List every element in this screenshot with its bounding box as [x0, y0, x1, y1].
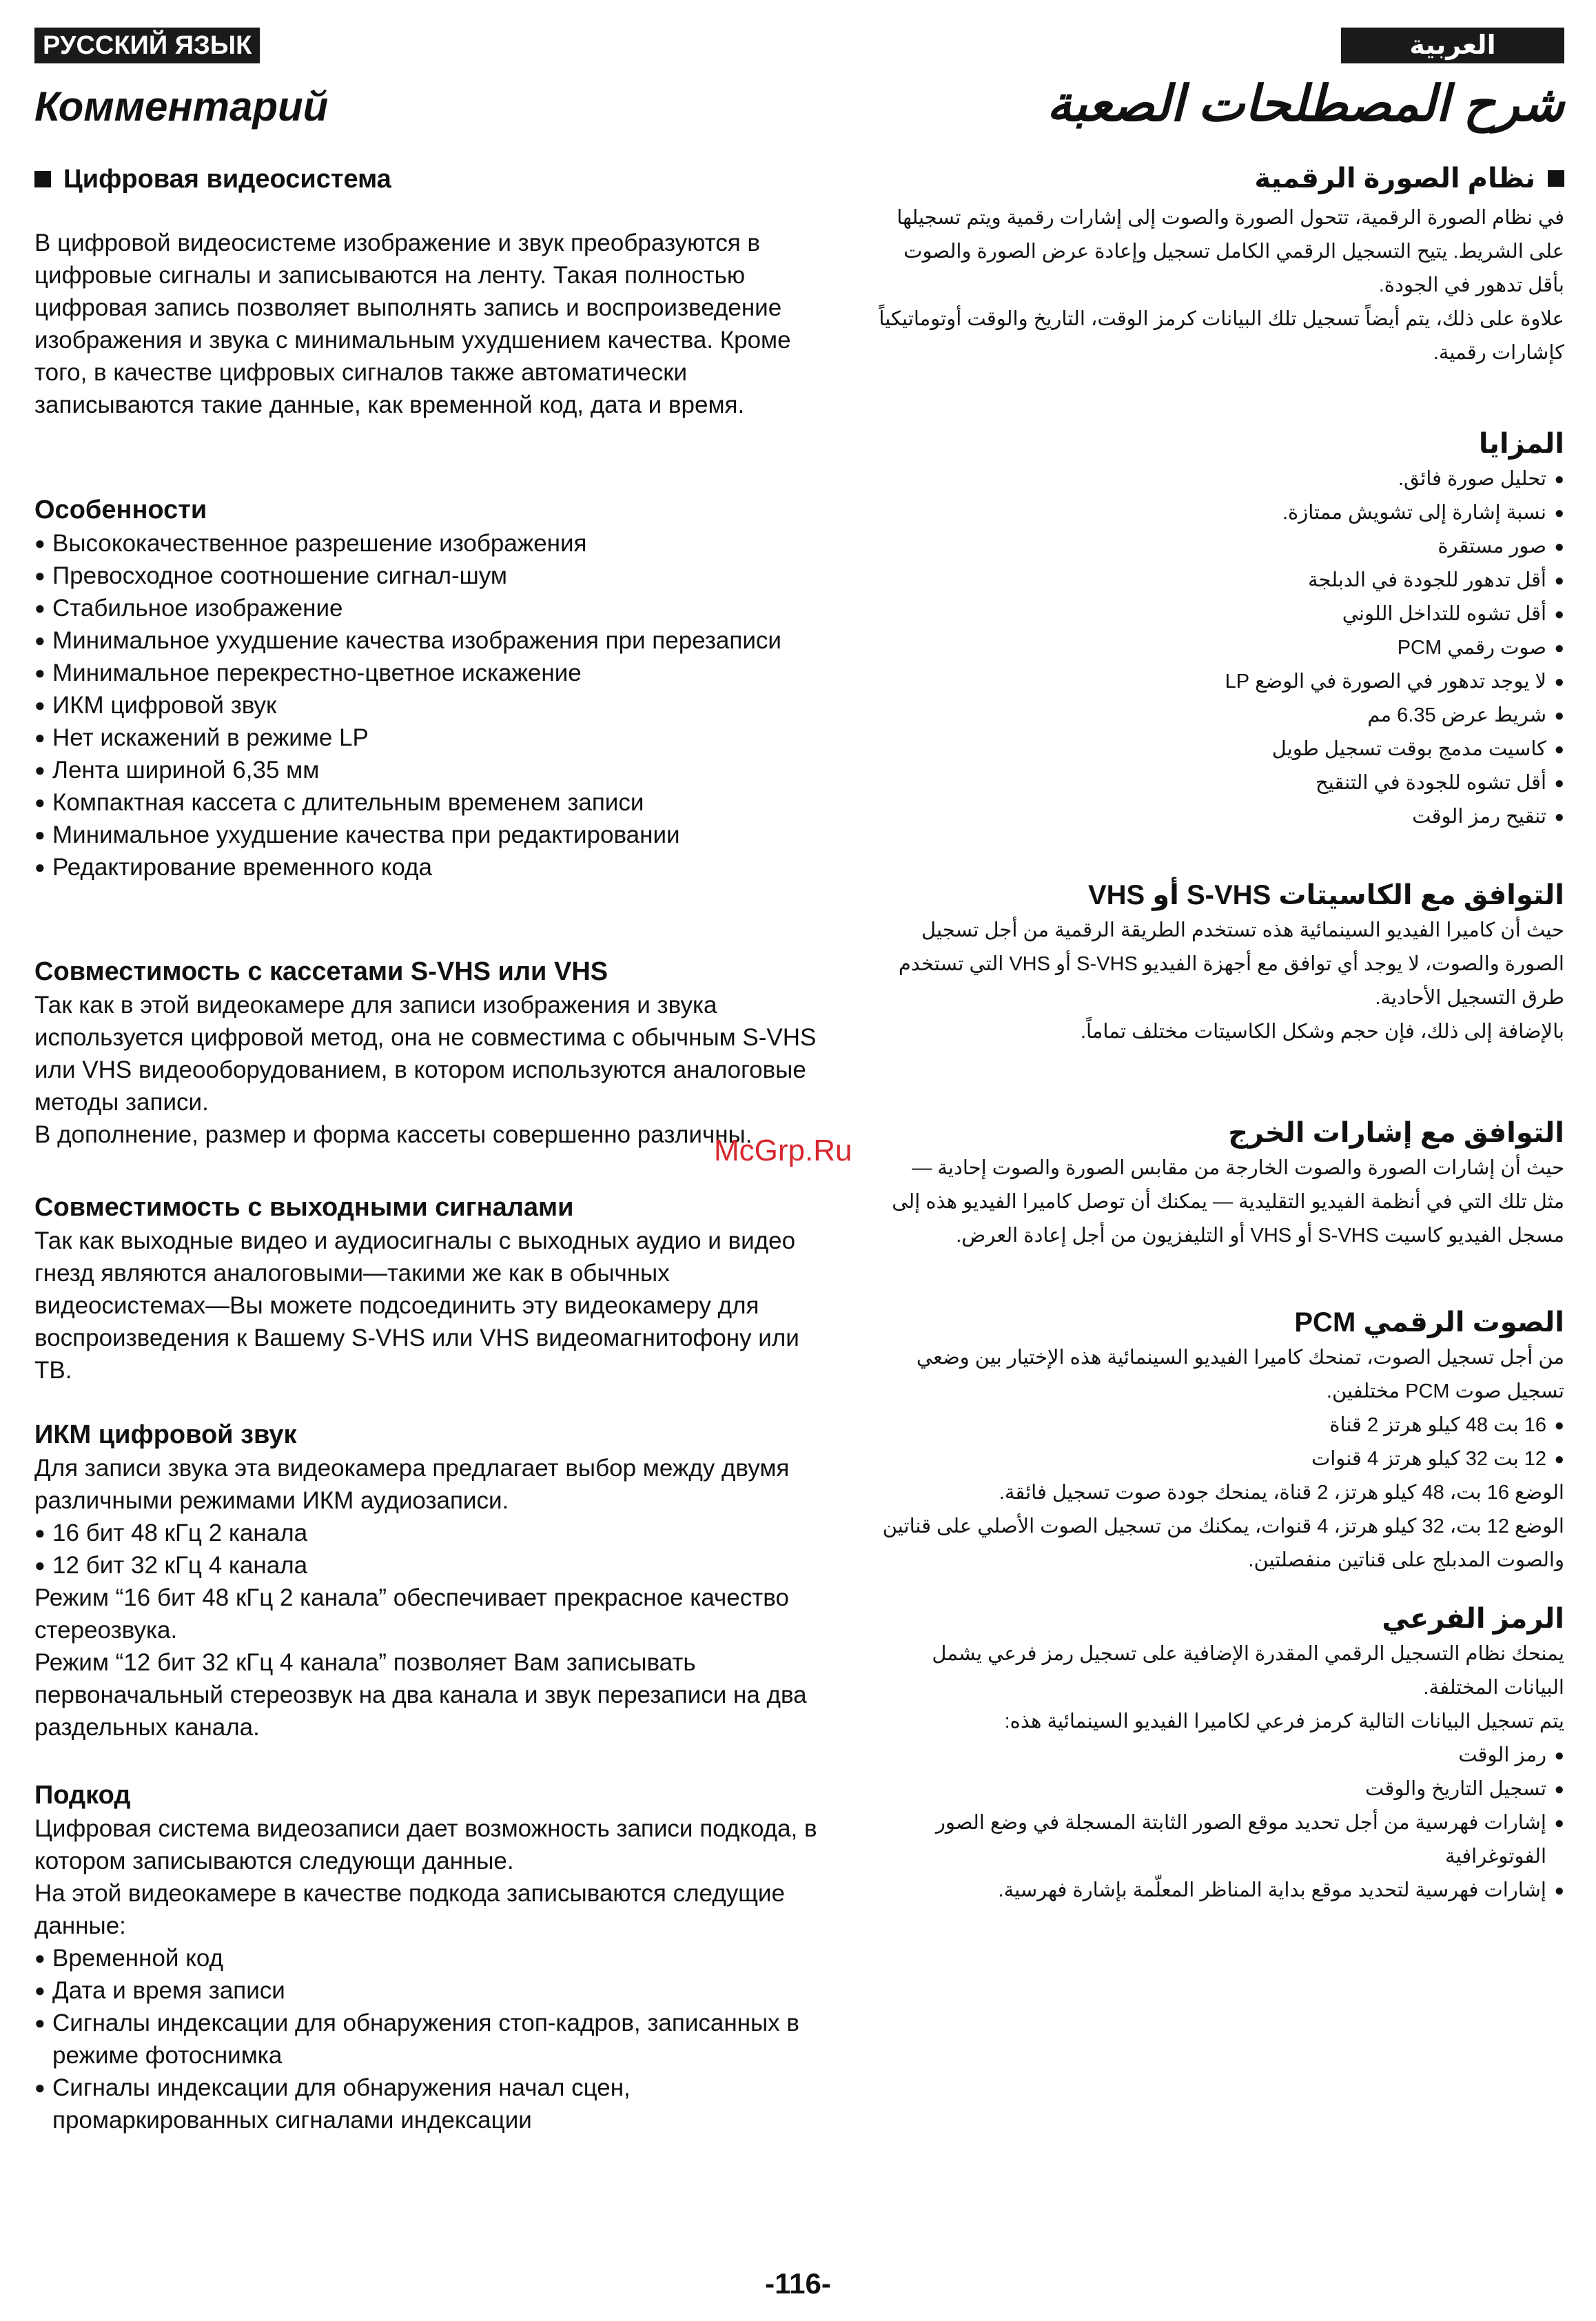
ar-compat-text2: بالإضافة إلى ذلك، فإن حجم وشكل الكاسيتات مختلف تماماً.: [1080, 1021, 1564, 1043]
ru-heading-subcode: Подкод: [34, 1781, 131, 1810]
list-item: ● Дата и время записи: [34, 1974, 841, 2007]
list-item: ● Сигналы индексации для обнаружения начал сцен, промаркированных сигналами индексации: [34, 2072, 841, 2136]
ar-heading-digital: [875, 160, 1564, 197]
list-item: ● 16 بت 48 كيلو هرتز 2 قناة: [875, 1409, 1564, 1442]
ru-heading-digital: [34, 162, 841, 196]
language-badge-arabic: العربية: [1341, 28, 1564, 63]
list-item: ● إشارات فهرسية من أجل تحديد موقع الصور الثابتة المسجلة في وضع الصور الفوتوغرافية: [875, 1806, 1564, 1874]
ru-features-list: [34, 527, 841, 883]
list-item: ● Стабильное изображение: [34, 592, 841, 624]
list-item: ● Сигналы индексации для обнаружения стоп-кадров, записанных в режиме фотоснимка: [34, 2007, 841, 2072]
list-item: ● صوت رقمي PCM: [875, 631, 1564, 665]
ru-subcode-list: [34, 1942, 841, 2136]
list-item: ● Высококачественное разрешение изображения: [34, 527, 841, 560]
ru-pcm-note1: Режим “16 бит 48 кГц 2 канала” обеспечивает прекрасное качество стереозвука.: [34, 1584, 789, 1644]
page-title-arabic: شرح المصطلحات الصعبة: [1046, 76, 1564, 132]
ru-subcode-text1: Цифровая система видеозаписи дает возможность записи подкода, в котором записываются следующи данные.: [34, 1815, 817, 1874]
list-item: ● رمز الوقت: [875, 1739, 1564, 1772]
ru-heading-output: Совместимость с выходными сигналами: [34, 1193, 574, 1222]
ar-subcode-list: [875, 1739, 1564, 1908]
list-item: ● 16 бит 48 кГц 2 канала: [34, 1517, 841, 1549]
ar-pcm-list: [875, 1409, 1564, 1476]
language-badge-russian: РУССКИЙ ЯЗЫК: [34, 28, 260, 63]
watermark: McGrp.Ru: [714, 1134, 852, 1167]
ru-compat-text: Так как в этой видеокамере для записи изображения и звука используется цифровой метод, она не совместима с обычным S-VHS или VHS видеооборудованием, в котором используются аналоговые методы записи.: [34, 992, 817, 1116]
list-item: ● Превосходное соотношение сигнал-шум: [34, 560, 841, 592]
ru-subcode-text2: На этой видеокамере в качестве подкода записываются следущие данные:: [34, 1880, 785, 1939]
ru-heading-compat: Совместимость с кассетами S-VHS или VHS: [34, 957, 608, 986]
list-item: ● Минимальное перекрестно-цветное искажение: [34, 657, 841, 689]
ar-section-features: [875, 425, 1564, 834]
ru-section-compat: [34, 954, 841, 1151]
ru-pcm-list: [34, 1517, 841, 1582]
ru-section-output: [34, 1190, 841, 1387]
ar-features-list: [875, 462, 1564, 834]
ru-pcm-note2: Режим “12 бит 32 кГц 4 канала” позволяет Вам записывать первоначальный стереозвук на два канала и звук перезаписи на два раздельных канала.: [34, 1649, 807, 1741]
ru-section-subcode: [34, 1778, 841, 2136]
ru-section-pcm: [34, 1418, 841, 1744]
list-item: ● Редактирование временного кода: [34, 851, 841, 883]
list-item: ● نسبة إشارة إلى تشويش ممتازة.: [875, 496, 1564, 530]
square-bullet-icon: [34, 171, 51, 187]
list-item: ● صور مستقرة: [875, 530, 1564, 564]
ru-section-digital: [34, 162, 841, 421]
ar-heading-features: المزايا: [1478, 429, 1564, 459]
ar-subcode-text2: يتم تسجيل البيانات التالية كرمز فرعي لكاميرا الفيديو السينمائية هذه:: [1004, 1710, 1564, 1732]
heading-text: نظام الصورة الرقمية: [1254, 163, 1535, 194]
list-item: ● 12 бит 32 кГц 4 канала: [34, 1549, 841, 1582]
list-item: ● Компактная кассета с длительным временем записи: [34, 786, 841, 819]
ar-compat-text1: حيث أن كاميرا الفيديو السينمائية هذه تستخدم الطريقة الرقمية من أجل تسجيل الصورة والصوت، لا يوجد أي توافق مع أجهزة الفيديو S-VHS أو VHS التي تستخدم طرق التسجيل الأحادية.: [898, 919, 1564, 1009]
ru-heading-pcm: ИКМ цифровой звук: [34, 1420, 297, 1449]
list-item: ● ИКМ цифровой звук: [34, 689, 841, 722]
list-item: ● إشارات فهرسية لتحديد موقع بداية المناظر المعلّمة بإشارة فهرسية.: [875, 1874, 1564, 1908]
heading-text: Цифровая видеосистема: [63, 165, 391, 194]
ar-section-compat: [875, 877, 1564, 1049]
ar-pcm-note1: الوضع 16 بت، 48 كيلو هرتز، 2 قناة، يمنحك جودة صوت تسجيل فائقة.: [999, 1482, 1564, 1504]
list-item: ● شريط عرض 6.35 مم: [875, 699, 1564, 733]
square-bullet-icon: [1548, 170, 1564, 187]
ar-heading-output: التوافق مع إشارات الخرج: [1228, 1118, 1564, 1148]
list-item: ● Минимальное ухудшение качества при редактировании: [34, 819, 841, 851]
list-item: ● أقل تشوه للتداخل اللوني: [875, 597, 1564, 631]
list-item: ● Минимальное ухудшение качества изображения при перезаписи: [34, 624, 841, 657]
list-item: ● Временной код: [34, 1942, 841, 1974]
ru-heading-features: Особенности: [34, 495, 207, 524]
ar-section-output: [875, 1114, 1564, 1253]
list-item: ● تنقيح رمز الوقت: [875, 800, 1564, 834]
ru-compat-text2: В дополнение, размер и форма кассеты совершенно различны.: [34, 1121, 753, 1148]
list-item: ● تحليل صورة فائق.: [875, 462, 1564, 496]
list-item: ● أقل تدهور للجودة في الدبلجة: [875, 564, 1564, 597]
ru-section-features: [34, 493, 841, 883]
ar-section-subcode: [875, 1600, 1564, 1908]
page-number: -116-: [765, 2267, 831, 2300]
ar-pcm-note2: الوضع 12 بت، 32 كيلو هرتز، 4 قنوات، يمكنك من تسجيل الصوت الأصلي على قناتين والصوت المدبلج على قناتين منفصلتين.: [882, 1515, 1564, 1571]
list-item: ● Нет искажений в режиме LP: [34, 722, 841, 754]
list-item: ● 12 بت 32 كيلو هرتز 4 قنوات: [875, 1442, 1564, 1476]
list-item: ● أقل تشوه للجودة في التنقيح: [875, 766, 1564, 800]
ar-digital-text2: علاوة على ذلك، يتم أيضاً تسجيل تلك البيانات كرمز الوقت، التاريخ والوقت أوتوماتيكياً كإشارات رقمية.: [879, 308, 1564, 364]
ar-pcm-text: من أجل تسجيل الصوت، تمنحك كاميرا الفيديو السينمائية هذه الإختيار بين وضعي تسجيل صوت PCM مختلفين.: [916, 1347, 1564, 1402]
ru-output-text: Так как выходные видео и аудиосигналы с выходных аудио и видео гнезд являются аналоговыми—такими же как в обычных видеосистемах—Вы можете подсоединить эту видеокамеру для воспроизведения к Вашему S-VHS или VHS видеомагнитофону или ТВ.: [34, 1227, 799, 1384]
list-item: ● كاسيت مدمج بوقت تسجيل طويل: [875, 733, 1564, 766]
ar-heading-pcm: الصوت الرقمي PCM: [1294, 1307, 1564, 1338]
page-title-russian: Комментарий: [34, 83, 329, 130]
ar-section-digital: [875, 160, 1564, 370]
ar-section-pcm: [875, 1304, 1564, 1577]
ar-output-text: حيث أن إشارات الصورة والصوت الخارجة من مقابس الصورة والصوت إحادية — مثل تلك التي في أنظمة الفيديو التقليدية — يمكنك أن توصل كاميرا الفيديو هذه إلى مسجل الفيديو كاسيت S-VHS أو VHS أو التليفزيون من أجل إعادة العرض.: [892, 1157, 1564, 1247]
ar-heading-subcode: الرمز الفرعي: [1382, 1604, 1564, 1634]
list-item: ● تسجيل التاريخ والوقت: [875, 1772, 1564, 1806]
ar-heading-compat: التوافق مع الكاسيتات S-VHS أو VHS: [1087, 880, 1564, 910]
ru-pcm-text: Для записи звука эта видеокамера предлагает выбор между двумя различными режимами ИКМ аудиозаписи.: [34, 1455, 790, 1514]
list-item: ● لا يوجد تدهور في الصورة في الوضع LP: [875, 665, 1564, 699]
ru-digital-text: В цифровой видеосистеме изображение и звук преобразуются в цифровые сигналы и записываются на ленту. Такая полностью цифровая запись позволяет выполнять запись и воспроизведение изображения и звука с минимальным ухудшением качества. Кроме того, в качестве цифровых сигналов также автоматически записываются такие данные, как временной код, дата и время.: [34, 229, 791, 418]
ar-digital-text1: في نظام الصورة الرقمية، تتحول الصورة والصوت إلى إشارات رقمية ويتم تسجيلها على الشريط. يتيح التسجيل الرقمي الكامل تسجيل وإعادة عرض الصورة والصوت بأقل تدهور في الجودة.: [897, 207, 1564, 296]
list-item: ● Лента шириной 6,35 мм: [34, 754, 841, 786]
ar-subcode-text1: يمنحك نظام التسجيل الرقمي المقدرة الإضافية على تسجيل رمز فرعي يشمل البيانات المختلفة.: [932, 1643, 1564, 1699]
